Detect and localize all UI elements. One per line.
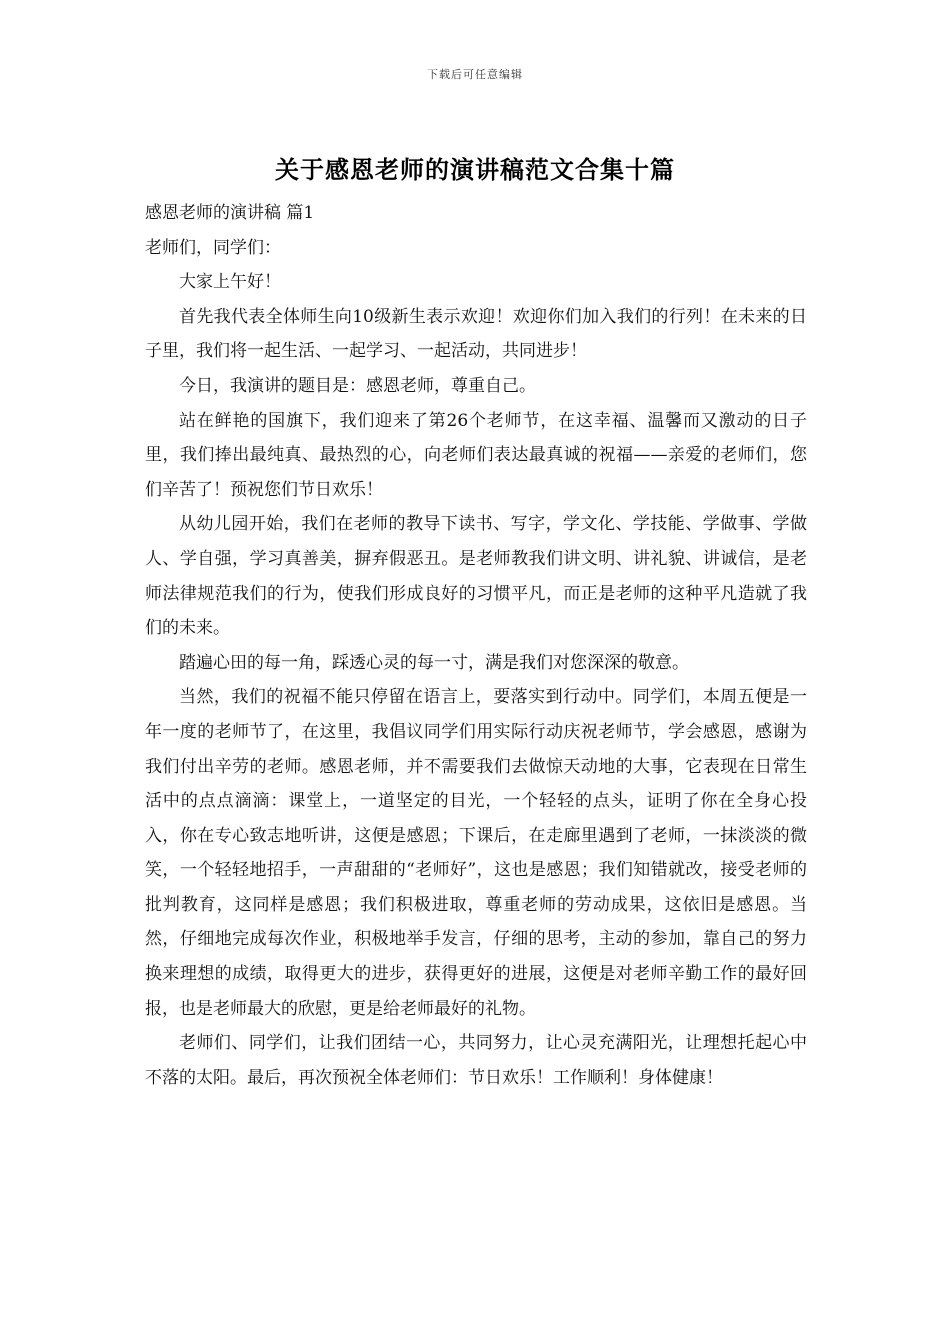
paragraph: 老师们、同学们，让我们团结一心，共同努力，让心灵充满阳光，让理想托起心中不落的太阳。最后，再次预祝全体老师们：节日欢乐！工作顺利！身体健康！ bbox=[145, 1033, 807, 1088]
paragraph: 踏遍心田的每一角，踩透心灵的每一寸，满是我们对您深深的敬意。 bbox=[179, 652, 689, 673]
paragraph: 站在鲜艳的国旗下，我们迎来了第26个老师节，在这幸福、温馨而又激动的日子里，我们捧出最纯真、最热烈的心，向老师们表达最真诚的祝福——亲爱的老师们，您们辛苦了！预祝您们节日欢乐！ bbox=[145, 410, 807, 500]
document-title: 关于感恩老师的演讲稿范文合集十篇 bbox=[275, 155, 675, 184]
section-subtitle: 感恩老师的演讲稿 篇1 bbox=[145, 203, 315, 223]
paragraph: 从幼儿园开始，我们在老师的教导下读书、写字，学文化、学技能、学做事、学做人、学自强，学习真善美，摒弃假恶丑。是老师教我们讲文明、讲礼貌、讲诚信，是老师法律规范我们的行为，使我们形成良好的习惯平凡，而正是老师的这种平凡造就了我们的未来。 bbox=[145, 514, 807, 639]
paragraph: 大家上午好！ bbox=[179, 272, 281, 293]
header-note: 下载后可任意编辑 bbox=[427, 68, 523, 81]
paragraph: 当然，我们的祝福不能只停留在语言上，要落实到行动中。同学们，本周五便是一年一度的老师节了，在这里，我倡议同学们用实际行动庆祝老师节，学会感恩，感谢为我们付出辛劳的老师。感恩老师，并不需要我们去做惊天动地的大事，它表现在日常生活中的点点滴滴：课堂上，一道坚定的目光，一个轻轻的点头，证明了你在全身心投入，你在专心致志地听讲，这便是感恩；下课后，在走廊里遇到了老师，一抹淡淡的微笑，一个轻轻地招手，一声甜甜的“老师好”，这也是感恩；我们知错就改，接受老师的批判教育，这同样是感恩；我们积极进取，尊重老师的劳动成果，这依旧是感恩。当然，仔细地完成每次作业，积极地举手发言，仔细的思考，主动的参加，靠自己的努力换来理想的成绩，取得更大的进步，获得更好的进展，这便是对老师辛勤工作的最好回报，也是老师最大的欣慰，更是给老师最好的礼物。 bbox=[145, 687, 807, 1019]
paragraph: 今日，我演讲的题目是：感恩老师，尊重自己。 bbox=[179, 375, 536, 396]
greeting: 老师们，同学们： bbox=[145, 237, 281, 258]
document-body bbox=[145, 196, 807, 1095]
paragraph: 首先我代表全体师生向10级新生表示欢迎！欢迎你们加入我们的行列！在未来的日子里，我们将一起生活、一起学习、一起活动，共同进步！ bbox=[145, 306, 807, 362]
